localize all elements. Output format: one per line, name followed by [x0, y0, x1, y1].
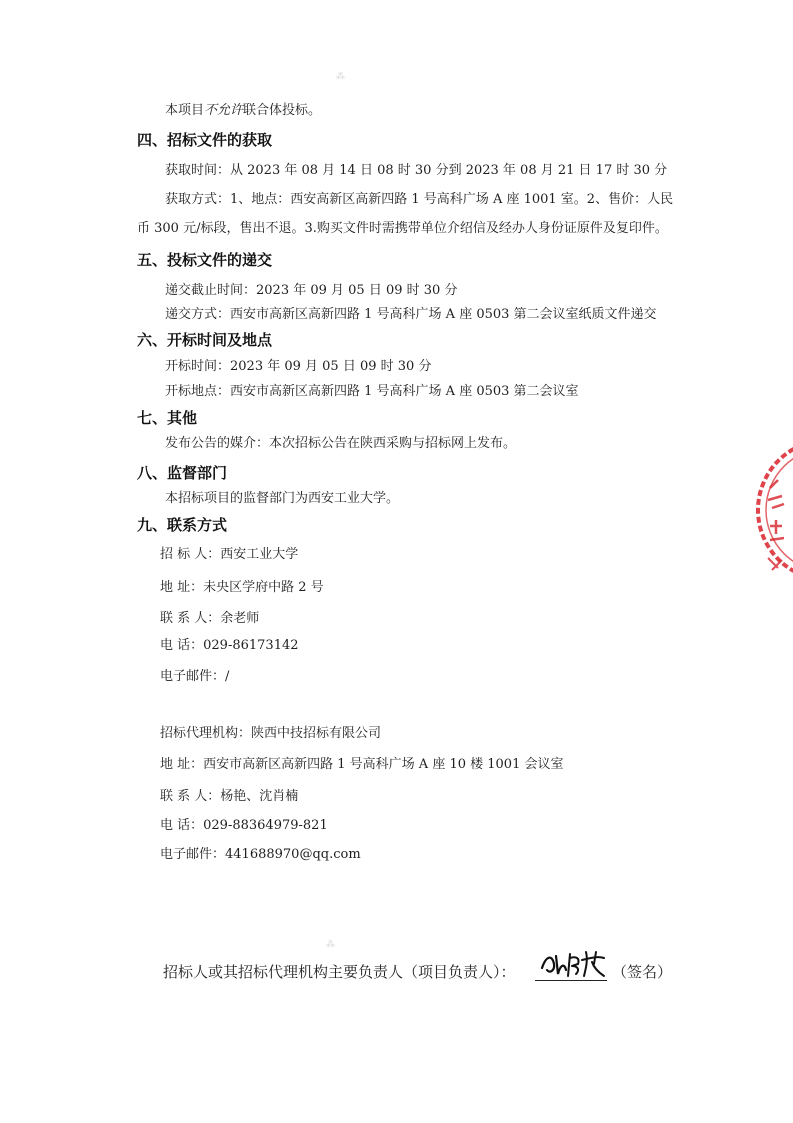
section-heading-7: 七、其他	[137, 409, 198, 427]
section-heading-5: 五、投标文件的递交	[137, 251, 273, 269]
opening-place: 开标地点：西安市高新区高新四路 1 号高科广场 A 座 0503 第二会议室	[165, 384, 579, 399]
acquire-method-line2: 币 300 元/标段，售出不退。3.购买文件时需携带单位介绍信及经办人身份证原件及复印件。	[137, 221, 668, 236]
supervision-dept: 本招标项目的监督部门为西安工业大学。	[165, 491, 400, 506]
consortium-note-pre: 本项目	[165, 103, 205, 118]
agency-phone-row	[160, 817, 328, 835]
tenderer-phone-row	[160, 637, 299, 655]
consortium-note-post: 联合体投标。	[243, 103, 322, 118]
contact-value: 029-88364979-821	[203, 818, 328, 833]
contact-value: 杨艳、沈肖楠	[220, 789, 299, 804]
section-heading-9: 九、联系方式	[137, 516, 228, 534]
scan-mark: ⁂	[336, 72, 345, 82]
contact-value: /	[225, 669, 230, 684]
contact-label: 电子邮件：	[160, 669, 226, 684]
acquire-time: 获取时间：从 2023 年 08 月 14 日 08 时 30 分到 2023 年 08 月 21 日 17 时 30 分	[165, 163, 668, 178]
agency-email-row	[160, 846, 361, 864]
agency-address-row	[160, 756, 564, 774]
contact-value: 余老师	[220, 611, 260, 626]
tenderer-email-row	[160, 668, 229, 686]
signature-tail: （签名）	[612, 963, 673, 981]
contact-value: 陕西中技招标有限公司	[251, 726, 382, 741]
acquire-method-line1: 获取方式：1、地点：西安高新区高新四路 1 号高科广场 A 座 1001 室。2、售价：人民	[165, 192, 674, 207]
contact-label: 联 系 人：	[160, 611, 221, 626]
contact-value: 西安工业大学	[220, 547, 299, 562]
section-heading-6: 六、开标时间及地点	[137, 331, 273, 349]
contact-label: 电子邮件：	[160, 847, 226, 862]
contact-value: 029-86173142	[203, 638, 299, 653]
contact-label: 地 址：	[160, 580, 204, 595]
contact-value: 441688970@qq.com	[225, 847, 361, 862]
contact-label: 联 系 人：	[160, 789, 221, 804]
opening-time: 开标时间：2023 年 09 月 05 日 09 时 30 分	[165, 359, 432, 374]
contact-value: 未央区学府中路 2 号	[203, 580, 324, 595]
consortium-note	[165, 102, 321, 120]
consortium-note-emphasis: 不允许	[204, 103, 244, 118]
handwritten-signature	[538, 946, 610, 982]
contact-label: 电 话：	[160, 638, 204, 653]
submit-deadline: 递交截止时间：2023 年 09 月 05 日 09 时 30 分	[165, 283, 458, 298]
tenderer-row	[160, 546, 298, 564]
submit-method: 递交方式：西安市高新区高新四路 1 号高科广场 A 座 0503 第二会议室纸质文件递交	[165, 307, 657, 322]
contact-value: 西安市高新区高新四路 1 号高科广场 A 座 10 楼 1001 会议室	[203, 757, 564, 772]
signature-lead: 招标人或其招标代理机构主要负责人（项目负责人）：	[163, 963, 516, 981]
agency-row	[160, 725, 381, 743]
agency-contact-row	[160, 788, 298, 806]
publish-media: 发布公告的媒介：本次招标公告在陕西采购与招标网上发布。	[165, 436, 517, 451]
section-heading-4: 四、招标文件的获取	[137, 131, 273, 149]
contact-label: 地 址：	[160, 757, 204, 772]
contact-label: 招标代理机构：	[160, 726, 252, 741]
contact-label: 电 话：	[160, 818, 204, 833]
tenderer-address-row	[160, 579, 324, 597]
section-heading-8: 八、监督部门	[137, 464, 228, 482]
scan-mark: ⁂	[326, 940, 335, 950]
seal-stamp	[748, 430, 793, 590]
tenderer-contact-row	[160, 610, 259, 628]
contact-label: 招 标 人：	[160, 547, 221, 562]
